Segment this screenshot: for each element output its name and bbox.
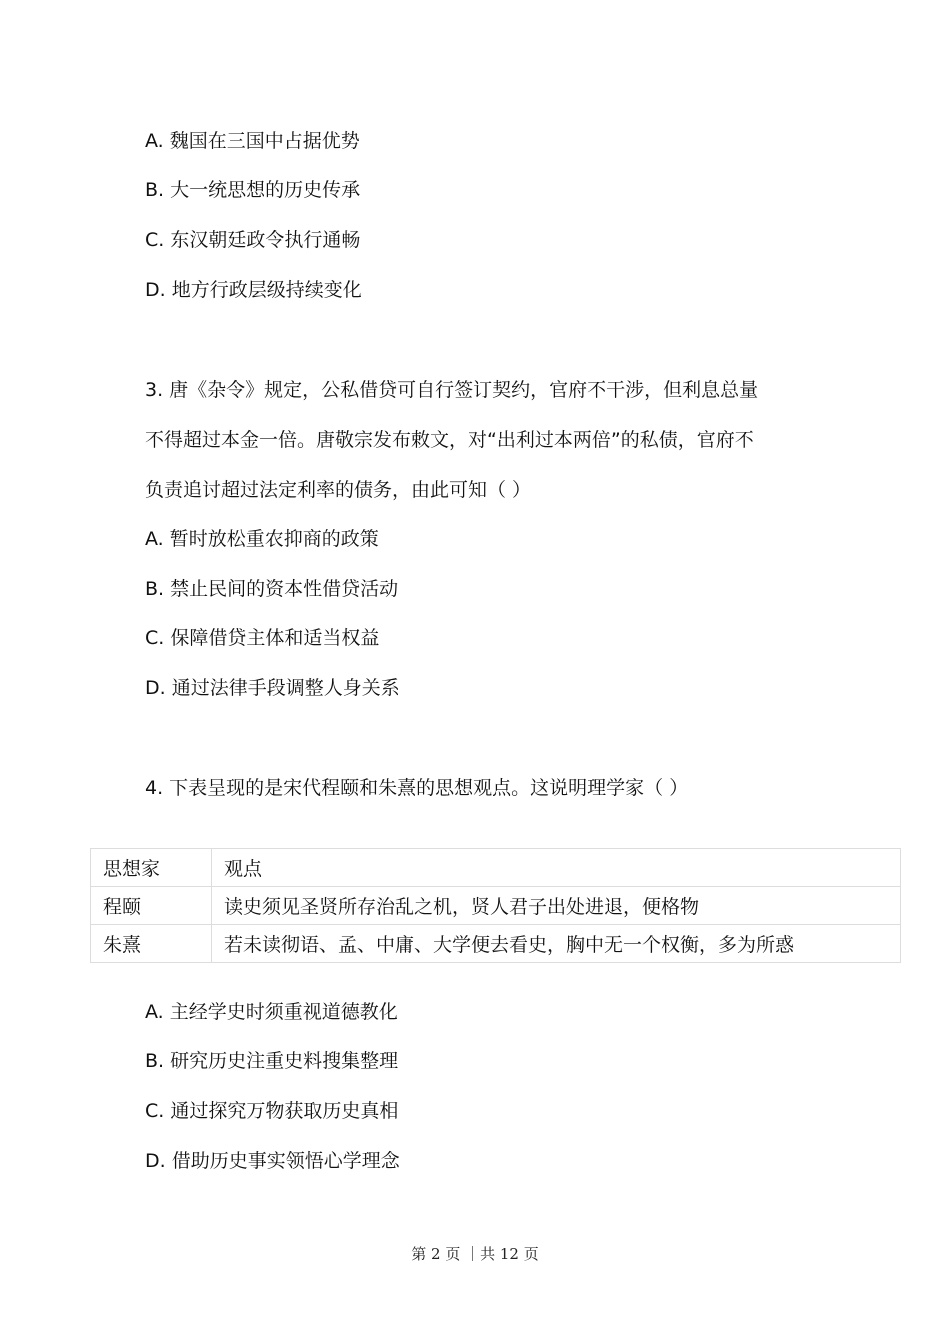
table-header: 思想家: [91, 849, 212, 887]
table-cell: 若未读彻语、孟、中庸、大学便去看史，胸中无一个权衡，多为所惑: [212, 925, 901, 963]
q4-stem: 4. 下表呈现的是宋代程颐和朱熹的思想观点。这说明理学家（ ）: [145, 777, 689, 799]
q3-option-c: C. 保障借贷主体和适当权益: [145, 627, 380, 649]
q3-stem-line: 负责追讨超过法定利率的债务，由此可知（ ）: [145, 479, 532, 501]
q2-option-c: C. 东汉朝廷政令执行通畅: [145, 229, 361, 251]
table-row: [91, 887, 901, 925]
q4-option-c: C. 通过探究万物获取历史真相: [145, 1100, 399, 1122]
q2-option-b: B. 大一统思想的历史传承: [145, 179, 361, 201]
q3-option-d: D. 通过法律手段调整人身关系: [145, 677, 400, 699]
table-cell: 读史须见圣贤所存治乱之机，贤人君子出处进退，便格物: [212, 887, 901, 925]
table-header: 观点: [212, 849, 901, 887]
q3-stem-line: 不得超过本金一倍。唐敬宗发布敕文，对“出利过本两倍”的私债，官府不: [145, 429, 754, 451]
table-header-row: [91, 849, 901, 887]
page-footer: 第 2 页 ｜共 12 页: [411, 1245, 539, 1263]
q3-option-a: A. 暂时放松重农抑商的政策: [145, 528, 379, 550]
q3-option-b: B. 禁止民间的资本性借贷活动: [145, 578, 399, 600]
table-cell: 朱熹: [91, 925, 212, 963]
table-cell: 程颐: [91, 887, 212, 925]
thinkers-table: [90, 848, 901, 963]
q2-option-a: A. 魏国在三国中占据优势: [145, 130, 360, 152]
q2-option-d: D. 地方行政层级持续变化: [145, 279, 362, 301]
q4-option-b: B. 研究历史注重史料搜集整理: [145, 1050, 399, 1072]
q4-option-d: D. 借助历史事实领悟心学理念: [145, 1150, 400, 1172]
table-row: [91, 925, 901, 963]
q4-option-a: A. 主经学史时须重视道德教化: [145, 1001, 398, 1023]
q3-stem-line: 3. 唐《杂令》规定，公私借贷可自行签订契约，官府不干涉，但利息总量: [145, 379, 759, 401]
